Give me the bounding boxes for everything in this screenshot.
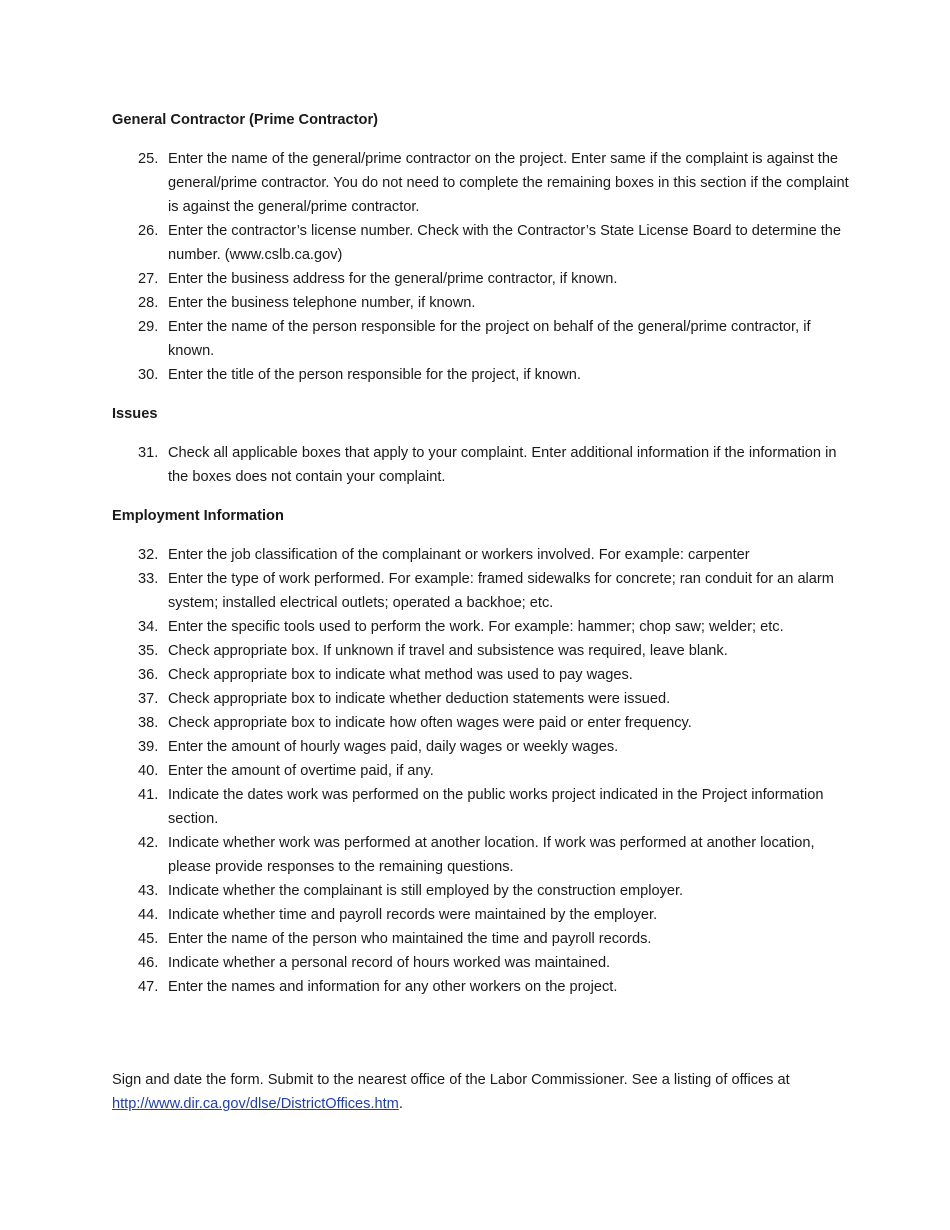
list-item (112, 615, 852, 639)
item-text: Enter the name of the general/prime contractor on the project. Enter same if the complaint is against the general/prime contractor. You do not need to complete the remaining boxes in this section if the complaint is against the general/prime contractor. (168, 151, 849, 215)
instruction-list-general-contractor (112, 147, 852, 387)
list-item (112, 903, 852, 927)
item-text: Check appropriate box to indicate whether deduction statements were issued. (168, 691, 671, 707)
item-number: 26. (138, 223, 159, 239)
item-text: Indicate the dates work was performed on the public works project indicated in the Project information section. (168, 787, 824, 827)
item-text: Enter the name of the person who maintained the time and payroll records. (168, 931, 652, 947)
item-number: 42. (138, 835, 159, 851)
item-number: 37. (138, 691, 159, 707)
item-number: 39. (138, 739, 159, 755)
list-item (112, 639, 852, 663)
item-number: 34. (138, 619, 159, 635)
list-item (112, 219, 852, 267)
item-text: Enter the amount of hourly wages paid, daily wages or weekly wages. (168, 739, 619, 755)
item-number: 38. (138, 715, 159, 731)
item-text: Check appropriate box to indicate what method was used to pay wages. (168, 667, 633, 683)
list-item (112, 267, 852, 291)
list-item (112, 363, 852, 387)
item-number: 44. (138, 907, 159, 923)
item-text: Check all applicable boxes that apply to your complaint. Enter additional information if the information in the boxes does not contain your complaint. (168, 445, 837, 485)
instruction-list-employment-information (112, 543, 852, 999)
spacer (112, 1014, 852, 1068)
item-number: 33. (138, 571, 159, 587)
list-item (112, 687, 852, 711)
item-text: Enter the contractor’s license number. Check with the Contractor’s State License Board to determine the number. (www.cslb.ca.gov) (168, 223, 842, 263)
list-item (112, 711, 852, 735)
item-text: Indicate whether a personal record of hours worked was maintained. (168, 955, 611, 971)
item-text: Enter the amount of overtime paid, if any. (168, 763, 434, 779)
item-text: Enter the job classification of the complainant or workers involved. For example: carpenter (168, 547, 750, 563)
list-item (112, 441, 852, 489)
list-item (112, 927, 852, 951)
item-text: Indicate whether time and payroll records were maintained by the employer. (168, 907, 658, 923)
item-number: 40. (138, 763, 159, 779)
section-heading-general-contractor: General Contractor (Prime Contractor) (112, 112, 378, 128)
item-text: Check appropriate box to indicate how often wages were paid or enter frequency. (168, 715, 692, 731)
item-text: Indicate whether work was performed at another location. If work was performed at another location, please provide responses to the remaining questions. (168, 835, 815, 875)
list-item (112, 735, 852, 759)
item-number: 45. (138, 931, 159, 947)
item-text: Enter the specific tools used to perform the work. For example: hammer; chop saw; welder; etc. (168, 619, 784, 635)
item-number: 25. (138, 151, 159, 167)
item-text: Enter the title of the person responsible for the project, if known. (168, 367, 581, 383)
list-item (112, 951, 852, 975)
list-item (112, 783, 852, 831)
item-number: 41. (138, 787, 159, 803)
footer-trailing: . (398, 1096, 403, 1112)
item-number: 47. (138, 979, 159, 995)
item-text: Enter the names and information for any other workers on the project. (168, 979, 618, 995)
list-item (112, 543, 852, 567)
item-number: 29. (138, 319, 159, 335)
item-text: Enter the business telephone number, if known. (168, 295, 476, 311)
document-page (112, 108, 852, 1116)
item-number: 31. (138, 445, 159, 461)
item-text: Indicate whether the complainant is still employed by the construction employer. (168, 883, 684, 899)
item-text: Check appropriate box. If unknown if travel and subsistence was required, leave blank. (168, 643, 728, 659)
instruction-list-issues (112, 441, 852, 489)
item-number: 27. (138, 271, 159, 287)
section-heading-employment-information: Employment Information (112, 508, 284, 524)
item-number: 35. (138, 643, 159, 659)
item-number: 30. (138, 367, 159, 383)
list-item (112, 663, 852, 687)
list-item (112, 315, 852, 363)
list-item (112, 879, 852, 903)
list-item (112, 975, 852, 999)
district-offices-link[interactable]: http://www.dir.ca.gov/dlse/DistrictOffices.htm (112, 1096, 399, 1112)
list-item (112, 567, 852, 615)
footer-instructions (112, 1068, 852, 1116)
footer-text: Sign and date the form. Submit to the nearest office of the Labor Commissioner. See a listing of offices at (112, 1072, 790, 1088)
item-text: Enter the name of the person responsible for the project on behalf of the general/prime contractor, if known. (168, 319, 811, 359)
item-number: 43. (138, 883, 159, 899)
list-item (112, 759, 852, 783)
item-number: 32. (138, 547, 159, 563)
section-heading-issues: Issues (112, 406, 158, 422)
item-number: 36. (138, 667, 159, 683)
item-text: Enter the type of work performed. For example: framed sidewalks for concrete; ran conduit for an alarm system; installed electrical outlets; operated a backhoe; etc. (168, 571, 834, 611)
item-number: 46. (138, 955, 159, 971)
list-item (112, 831, 852, 879)
item-number: 28. (138, 295, 159, 311)
list-item (112, 291, 852, 315)
list-item (112, 147, 852, 219)
item-text: Enter the business address for the general/prime contractor, if known. (168, 271, 618, 287)
